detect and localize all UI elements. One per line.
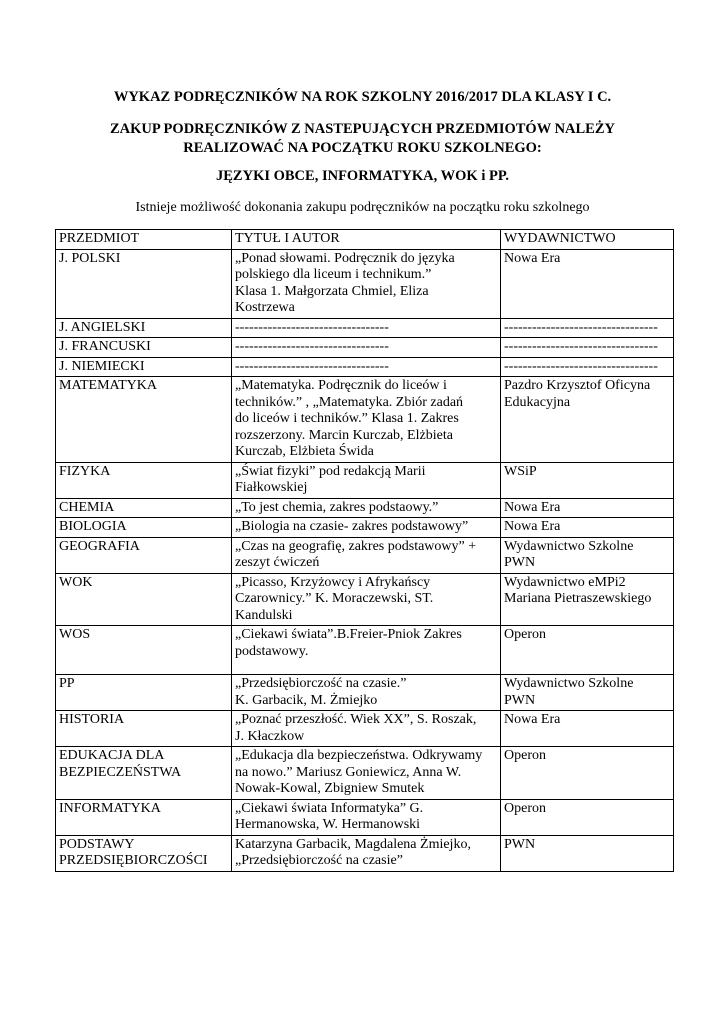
subject-cell: EDUKACJA DLA BEZPIECZEŃSTWA [56, 747, 232, 800]
table-row [56, 835, 674, 871]
table-row [56, 462, 674, 498]
publisher-cell: PWN [501, 835, 674, 871]
title-author-cell: „Ciekawi świata Informatyka” G. Hermanowska, W. Hermanowski [232, 799, 501, 835]
publisher-cell: Nowa Era [501, 518, 674, 538]
title-author-cell: „Matematyka. Podręcznik do liceów i techników.” , „Matematyka. Zbiór zadań do liceów i techników.” Klasa 1. Zakres rozszerzony. Marcin Kurczab, Elżbieta Kurczab, Elżbieta Świda [232, 377, 501, 463]
title-author-cell: „To jest chemia, zakres podstaowy.” [232, 498, 501, 518]
subject-cell: FIZYKA [56, 462, 232, 498]
title-author-cell: --------------------------------- [232, 318, 501, 338]
table-row [56, 377, 674, 463]
document-subtitle: ZAKUP PODRĘCZNIKÓW Z NASTEPUJĄCYCH PRZEDMIOTÓW NALEŻY REALIZOWAĆ NA POCZĄTKU ROKU SZKOLNEGO: [109, 121, 615, 156]
publisher-cell: --------------------------------- [501, 338, 674, 358]
subject-cell: INFORMATYKA [56, 799, 232, 835]
table-row [56, 799, 674, 835]
subject-cell: HISTORIA [56, 711, 232, 747]
publisher-cell: Operon [501, 747, 674, 800]
publisher-cell: WSiP [501, 462, 674, 498]
publisher-cell: Operon [501, 799, 674, 835]
subjects-line: JĘZYKI OBCE, INFORMATYKA, WOK i PP. [216, 168, 509, 184]
publisher-cell: --------------------------------- [501, 318, 674, 338]
title-author-cell: „Edukacja dla bezpieczeństwa. Odkrywamy na nowo.” Mariusz Goniewicz, Anna W. Nowak-Kowal, Zbigniew Smutek [232, 747, 501, 800]
header-publisher: WYDAWNICTWO [501, 230, 674, 250]
title-author-cell: Katarzyna Garbacik, Magdalena Żmiejko, „Przedsiębiorczość na czasie” [232, 835, 501, 871]
title-author-cell: „Ponad słowami. Podręcznik do języka polskiego dla liceum i technikum.” Klasa 1. Małgorzata Chmiel, Eliza Kostrzewa [232, 249, 501, 318]
header-title-author: TYTUŁ I AUTOR [232, 230, 501, 250]
title-author-cell: --------------------------------- [232, 357, 501, 377]
table-header-row [56, 230, 674, 250]
subject-cell: MATEMATYKA [56, 377, 232, 463]
table-row [56, 249, 674, 318]
publisher-cell: Wydawnictwo eMPi2 Mariana Pietraszewskiego [501, 573, 674, 626]
subject-cell: PODSTAWY PRZEDSIĘBIORCZOŚCI [56, 835, 232, 871]
subject-cell: J. FRANCUSKI [56, 338, 232, 358]
document-title: WYKAZ PODRĘCZNIKÓW NA ROK SZKOLNY 2016/2017 DLA KLASY I C. [113, 89, 612, 105]
subject-cell: CHEMIA [56, 498, 232, 518]
publisher-cell: Nowa Era [501, 498, 674, 518]
title-author-cell: „Przedsiębiorczość na czasie.” K. Garbacik, M. Żmiejko [232, 675, 501, 711]
table-row [56, 711, 674, 747]
table-row [56, 518, 674, 538]
table-row [56, 626, 674, 675]
title-author-cell: „Czas na geografię, zakres podstawowy” + zeszyt ćwiczeń [232, 537, 501, 573]
title-author-cell: „Poznać przeszłość. Wiek XX”, S. Roszak, J. Kłaczkow [232, 711, 501, 747]
table-row [56, 747, 674, 800]
publisher-cell: Pazdro Krzysztof Oficyna Edukacyjna [501, 377, 674, 463]
subject-cell: PP [56, 675, 232, 711]
table-row [56, 498, 674, 518]
table-row [56, 318, 674, 338]
table-row [56, 537, 674, 573]
title-author-cell: „Świat fizyki” pod redakcją Marii Fiałkowskiej [232, 462, 501, 498]
header-subject: PRZEDMIOT [56, 230, 232, 250]
title-author-cell: --------------------------------- [232, 338, 501, 358]
subject-cell: GEOGRAFIA [56, 537, 232, 573]
publisher-cell: Nowa Era [501, 249, 674, 318]
subject-cell: WOK [56, 573, 232, 626]
subject-cell: WOS [56, 626, 232, 675]
subject-cell: J. ANGIELSKI [56, 318, 232, 338]
publisher-cell: Wydawnictwo Szkolne PWN [501, 537, 674, 573]
publisher-cell: Nowa Era [501, 711, 674, 747]
textbook-table [55, 229, 674, 872]
publisher-cell: --------------------------------- [501, 357, 674, 377]
publisher-cell: Wydawnictwo Szkolne PWN [501, 675, 674, 711]
table-row [56, 675, 674, 711]
title-author-cell: „Biologia na czasie- zakres podstawowy” [232, 518, 501, 538]
title-author-cell: „Ciekawi świata”.B.Freier-Pniok Zakres podstawowy. [232, 626, 501, 675]
table-row [56, 357, 674, 377]
intro-text: Istnieje możliwość dokonania zakupu podręczników na początku roku szkolnego [135, 200, 590, 215]
subject-cell: J. NIEMIECKI [56, 357, 232, 377]
subject-cell: BIOLOGIA [56, 518, 232, 538]
table-row [56, 573, 674, 626]
table-row [56, 338, 674, 358]
subject-cell: J. POLSKI [56, 249, 232, 318]
publisher-cell: Operon [501, 626, 674, 675]
title-author-cell: „Picasso, Krzyżowcy i Afrykańscy Czarownicy.” K. Moraczewski, ST. Kandulski [232, 573, 501, 626]
